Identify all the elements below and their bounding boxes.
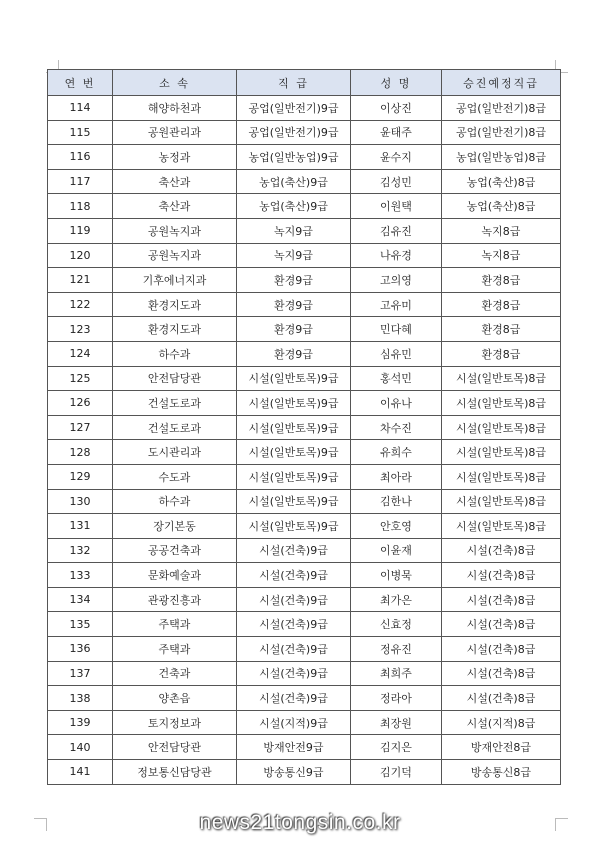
cell-rank: 시설(일반토목)9급: [237, 464, 351, 489]
cell-rank: 공업(일반전기)9급: [237, 96, 351, 121]
promotion-table: [47, 69, 561, 785]
cell-name: 홍석민: [351, 366, 442, 391]
cell-department: 문화예술과: [113, 563, 237, 588]
cell-rank: 녹지9급: [237, 243, 351, 268]
cell-name: 신효정: [351, 612, 442, 637]
table-row: [48, 317, 561, 342]
cell-name: 윤수지: [351, 145, 442, 170]
cell-name: 이윤재: [351, 538, 442, 563]
table-row: [48, 710, 561, 735]
cell-name: 이병묵: [351, 563, 442, 588]
header-rank: 직 급: [237, 70, 351, 96]
cell-promoted-rank: 공업(일반전기)8급: [442, 96, 561, 121]
cell-name: 정라아: [351, 686, 442, 711]
cell-name: 최가은: [351, 587, 442, 612]
cell-promoted-rank: 시설(건축)8급: [442, 686, 561, 711]
cell-rank: 시설(건축)9급: [237, 587, 351, 612]
cell-promoted-rank: 시설(일반토목)8급: [442, 489, 561, 514]
cell-department: 해양하천과: [113, 96, 237, 121]
cell-promoted-rank: 시설(일반토목)8급: [442, 415, 561, 440]
site-watermark: news21tongsin.co.kr: [199, 811, 401, 834]
cell-number: 136: [48, 637, 113, 662]
cell-number: 124: [48, 341, 113, 366]
cell-promoted-rank: 공업(일반전기)8급: [442, 120, 561, 145]
cell-promoted-rank: 시설(건축)8급: [442, 538, 561, 563]
cell-department: 하수과: [113, 489, 237, 514]
cell-department: 하수과: [113, 341, 237, 366]
cell-department: 공원관리과: [113, 120, 237, 145]
header-promoted-rank: 승진예정직급: [442, 70, 561, 96]
cell-number: 126: [48, 391, 113, 416]
cell-promoted-rank: 녹지8급: [442, 243, 561, 268]
cell-rank: 녹지9급: [237, 218, 351, 243]
cell-rank: 시설(건축)9급: [237, 538, 351, 563]
cell-department: 도시관리과: [113, 440, 237, 465]
cell-name: 고유미: [351, 292, 442, 317]
cell-department: 토지정보과: [113, 710, 237, 735]
cell-rank: 공업(일반전기)9급: [237, 120, 351, 145]
cell-name: 최희주: [351, 661, 442, 686]
cell-rank: 시설(일반토목)9급: [237, 415, 351, 440]
cell-rank: 시설(건축)9급: [237, 637, 351, 662]
header-department: 소 속: [113, 70, 237, 96]
cell-promoted-rank: 시설(일반토목)8급: [442, 464, 561, 489]
cell-department: 장기본동: [113, 514, 237, 539]
cell-department: 공원녹지과: [113, 218, 237, 243]
cell-number: 120: [48, 243, 113, 268]
cell-number: 114: [48, 96, 113, 121]
cell-promoted-rank: 방송통신8급: [442, 760, 561, 785]
table-body: [48, 96, 561, 785]
table-row: [48, 514, 561, 539]
cell-department: 관광진흥과: [113, 587, 237, 612]
cell-promoted-rank: 시설(일반토목)8급: [442, 391, 561, 416]
table-row: [48, 145, 561, 170]
table-row: [48, 268, 561, 293]
table-row: [48, 243, 561, 268]
cell-rank: 방송통신9급: [237, 760, 351, 785]
cell-name: 김기덕: [351, 760, 442, 785]
table-header: [48, 70, 561, 96]
cell-promoted-rank: 환경8급: [442, 268, 561, 293]
table-row: [48, 563, 561, 588]
cell-promoted-rank: 농업(일반농업)8급: [442, 145, 561, 170]
cell-department: 건설도로과: [113, 415, 237, 440]
cell-promoted-rank: 환경8급: [442, 292, 561, 317]
table-row: [48, 538, 561, 563]
table-row: [48, 661, 561, 686]
header-number: 연 번: [48, 70, 113, 96]
cell-number: 116: [48, 145, 113, 170]
cell-department: 축산과: [113, 194, 237, 219]
cell-number: 139: [48, 710, 113, 735]
cell-department: 건축과: [113, 661, 237, 686]
cell-rank: 방재안전9급: [237, 735, 351, 760]
cell-number: 130: [48, 489, 113, 514]
cell-name: 김유진: [351, 218, 442, 243]
table-row: [48, 612, 561, 637]
cell-rank: 환경9급: [237, 317, 351, 342]
cell-rank: 농업(일반농업)9급: [237, 145, 351, 170]
cell-promoted-rank: 농업(축산)8급: [442, 194, 561, 219]
cell-number: 127: [48, 415, 113, 440]
cell-number: 134: [48, 587, 113, 612]
cell-rank: 농업(축산)9급: [237, 169, 351, 194]
cell-number: 123: [48, 317, 113, 342]
cell-name: 이유나: [351, 391, 442, 416]
cell-department: 공원녹지과: [113, 243, 237, 268]
cell-promoted-rank: 녹지8급: [442, 218, 561, 243]
cell-department: 환경지도과: [113, 317, 237, 342]
header-name: 성 명: [351, 70, 442, 96]
cell-rank: 시설(일반토목)9급: [237, 440, 351, 465]
cell-number: 133: [48, 563, 113, 588]
header-row: [48, 70, 561, 96]
cell-department: 공공건축과: [113, 538, 237, 563]
cell-number: 121: [48, 268, 113, 293]
cell-promoted-rank: 시설(일반토목)8급: [442, 366, 561, 391]
cell-name: 차수진: [351, 415, 442, 440]
cell-department: 건설도로과: [113, 391, 237, 416]
cell-promoted-rank: 방재안전8급: [442, 735, 561, 760]
cell-number: 122: [48, 292, 113, 317]
table-row: [48, 366, 561, 391]
cell-promoted-rank: 시설(건축)8급: [442, 661, 561, 686]
table-row: [48, 489, 561, 514]
cell-department: 축산과: [113, 169, 237, 194]
table-row: [48, 169, 561, 194]
cell-number: 141: [48, 760, 113, 785]
cell-number: 137: [48, 661, 113, 686]
cell-rank: 환경9급: [237, 292, 351, 317]
cell-name: 최아라: [351, 464, 442, 489]
table-row: [48, 391, 561, 416]
cell-rank: 시설(건축)9급: [237, 563, 351, 588]
cell-department: 안전담당관: [113, 366, 237, 391]
cell-name: 유희수: [351, 440, 442, 465]
cell-rank: 환경9급: [237, 341, 351, 366]
cell-number: 140: [48, 735, 113, 760]
cell-promoted-rank: 환경8급: [442, 341, 561, 366]
cell-name: 정유진: [351, 637, 442, 662]
cell-rank: 시설(건축)9급: [237, 686, 351, 711]
cell-department: 기후에너지과: [113, 268, 237, 293]
cell-number: 125: [48, 366, 113, 391]
cell-promoted-rank: 환경8급: [442, 317, 561, 342]
table-row: [48, 440, 561, 465]
cell-promoted-rank: 시설(일반토목)8급: [442, 440, 561, 465]
cell-number: 117: [48, 169, 113, 194]
cell-number: 132: [48, 538, 113, 563]
cell-promoted-rank: 농업(축산)8급: [442, 169, 561, 194]
table-row: [48, 292, 561, 317]
cell-name: 고의영: [351, 268, 442, 293]
cell-promoted-rank: 시설(일반토목)8급: [442, 514, 561, 539]
table-row: [48, 637, 561, 662]
cell-number: 138: [48, 686, 113, 711]
cell-name: 김성민: [351, 169, 442, 194]
cell-department: 정보통신담당관: [113, 760, 237, 785]
cell-rank: 농업(축산)9급: [237, 194, 351, 219]
table-row: [48, 194, 561, 219]
table-row: [48, 96, 561, 121]
cell-name: 심유민: [351, 341, 442, 366]
cell-promoted-rank: 시설(건축)8급: [442, 587, 561, 612]
cell-name: 김한나: [351, 489, 442, 514]
cell-name: 이상진: [351, 96, 442, 121]
table-row: [48, 587, 561, 612]
cell-rank: 시설(지적)9급: [237, 710, 351, 735]
cell-name: 최장원: [351, 710, 442, 735]
cell-number: 119: [48, 218, 113, 243]
cell-rank: 시설(일반토목)9급: [237, 366, 351, 391]
table-row: [48, 415, 561, 440]
cell-department: 환경지도과: [113, 292, 237, 317]
table-row: [48, 341, 561, 366]
table-row: [48, 120, 561, 145]
cell-number: 115: [48, 120, 113, 145]
cell-rank: 시설(일반토목)9급: [237, 391, 351, 416]
table-row: [48, 686, 561, 711]
cell-department: 수도과: [113, 464, 237, 489]
cell-number: 128: [48, 440, 113, 465]
cell-rank: 시설(일반토목)9급: [237, 514, 351, 539]
cell-department: 주택과: [113, 612, 237, 637]
cell-promoted-rank: 시설(건축)8급: [442, 563, 561, 588]
cell-department: 농정과: [113, 145, 237, 170]
cell-rank: 시설(건축)9급: [237, 661, 351, 686]
cell-number: 135: [48, 612, 113, 637]
cell-number: 131: [48, 514, 113, 539]
table-row: [48, 760, 561, 785]
cell-department: 주택과: [113, 637, 237, 662]
table-row: [48, 735, 561, 760]
cell-name: 이원택: [351, 194, 442, 219]
table-row: [48, 464, 561, 489]
cell-promoted-rank: 시설(지적)8급: [442, 710, 561, 735]
cell-name: 민다혜: [351, 317, 442, 342]
cell-name: 김지은: [351, 735, 442, 760]
cell-rank: 시설(건축)9급: [237, 612, 351, 637]
cell-promoted-rank: 시설(건축)8급: [442, 612, 561, 637]
cell-department: 안전담당관: [113, 735, 237, 760]
cell-number: 118: [48, 194, 113, 219]
cell-rank: 시설(일반토목)9급: [237, 489, 351, 514]
cell-rank: 환경9급: [237, 268, 351, 293]
cell-department: 양촌읍: [113, 686, 237, 711]
cell-name: 나유경: [351, 243, 442, 268]
table-row: [48, 218, 561, 243]
cell-name: 안호영: [351, 514, 442, 539]
cell-number: 129: [48, 464, 113, 489]
cell-promoted-rank: 시설(건축)8급: [442, 637, 561, 662]
cell-name: 윤태주: [351, 120, 442, 145]
